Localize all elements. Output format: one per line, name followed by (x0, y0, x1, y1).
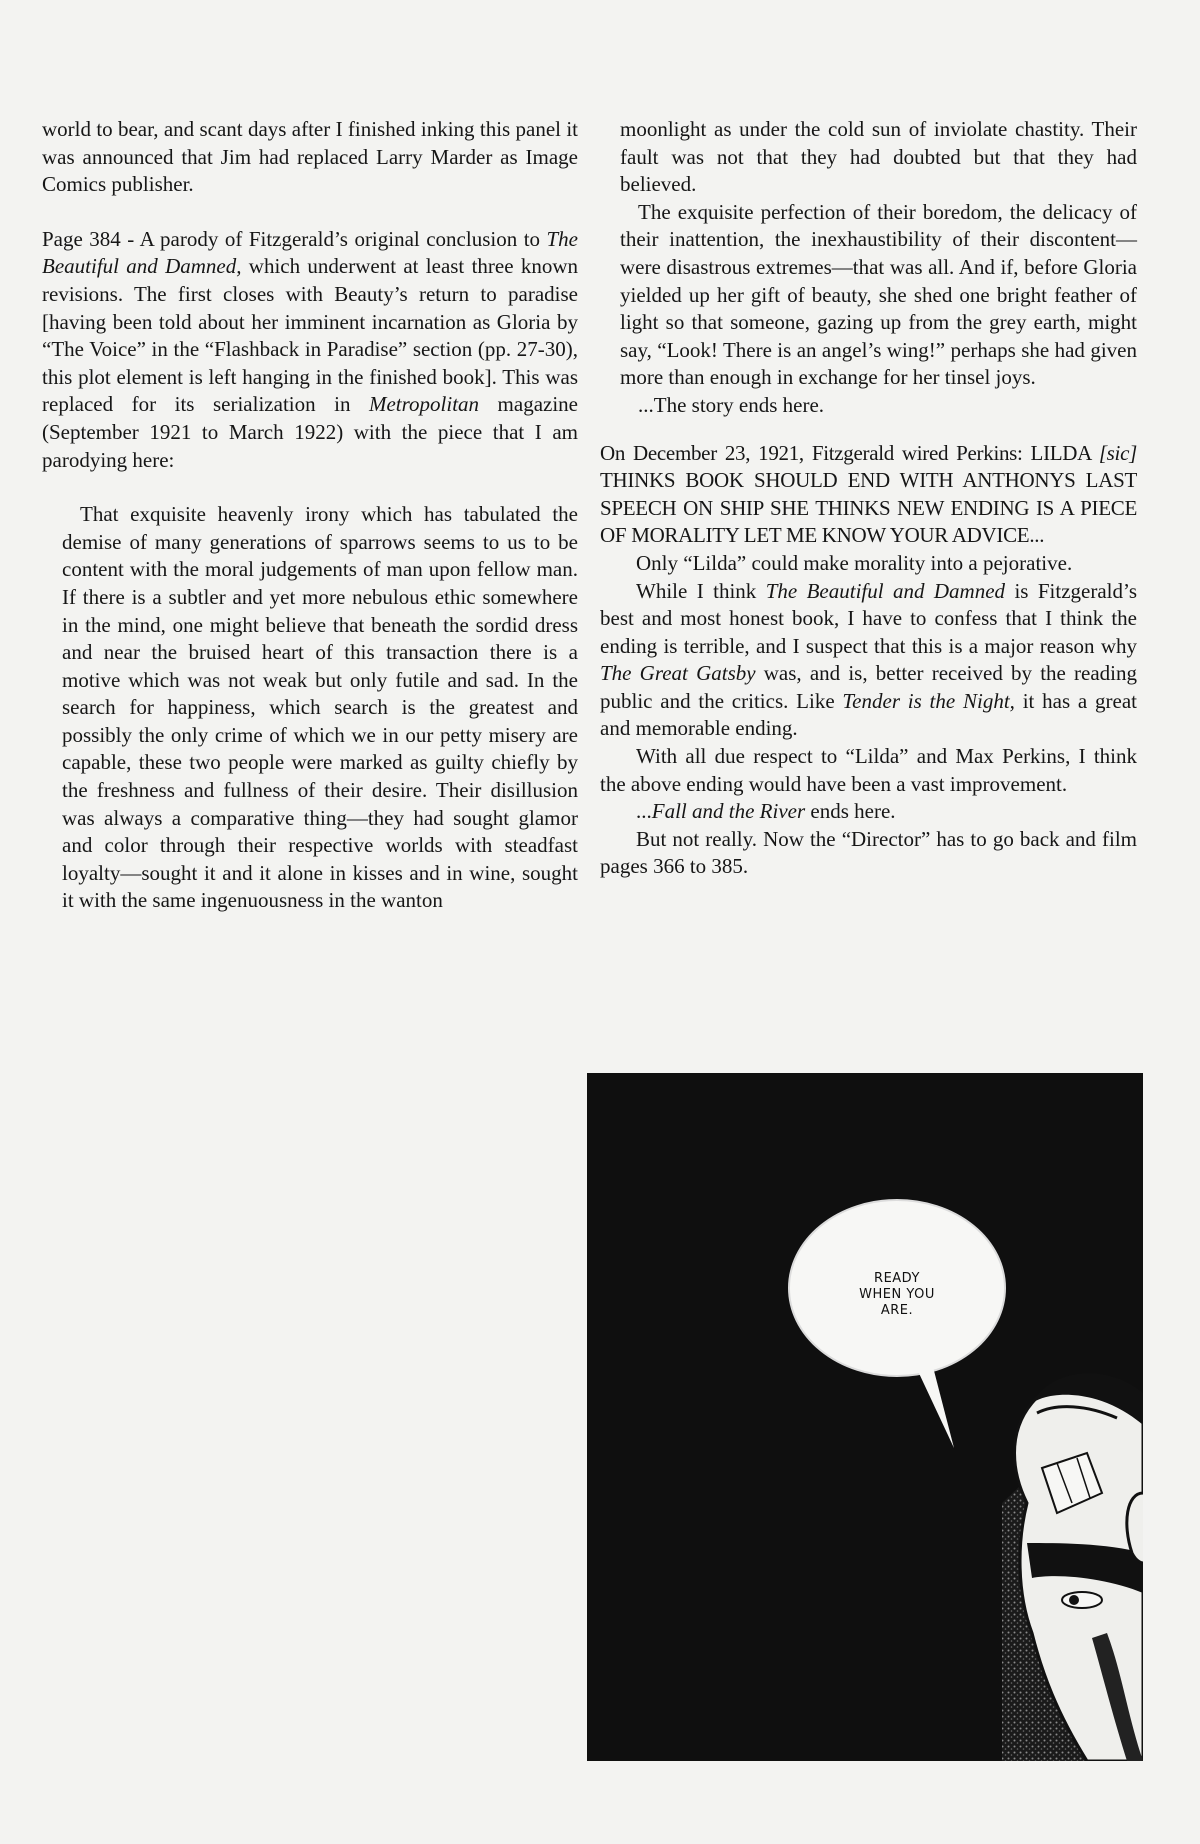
character-eye (1062, 1592, 1102, 1608)
book-title: Fall and the River (651, 799, 806, 824)
quote-continuation: moonlight as under the cold sun of inviolate chastity. Their fault was not that they had doubted but that they had believed. (620, 117, 1137, 197)
book-title: The Great Gatsby (600, 661, 756, 686)
paragraph-director: But not really. Now the “Director” has to go back and film pages 366 to 385. (600, 826, 1137, 879)
text-run: magazine (September 1921 to March 1922) with the piece that I am parodying here: (42, 392, 578, 472)
text-run: which underwent at least three known revisions. The first closes with Beauty’s return to paradise [having been told about her imminent incarnation as Gloria by “The Voice” in the “Flashback in Paradise” section (pp. 27-30), this plot element is left hanging in the finished book]. This was replaced for its serialization in (42, 254, 578, 417)
right-column (600, 116, 1137, 881)
balloon-tail (917, 1363, 954, 1448)
paragraph-lilda: Only “Lilda” could make morality into a pejorative. (636, 550, 1073, 575)
comic-panel (587, 1073, 1143, 1761)
balloon-line: ARE. (880, 1303, 914, 1318)
balloon-line: READY (874, 1271, 920, 1286)
sic-note: [sic] (1098, 440, 1137, 465)
text-run: ends here. (805, 799, 896, 824)
paragraph-telegram (600, 440, 1137, 550)
panel-artwork (587, 1073, 1143, 1761)
text-run: is Fitzgerald’s best and most honest book, I have to confess that I think the ending is terrible, and I suspect that this is a major reason why (600, 578, 1138, 658)
eye-pupil (1069, 1595, 1079, 1605)
paragraph-opinion (600, 578, 1137, 744)
text-run: ... (636, 799, 652, 824)
magazine-title: Metropolitan (368, 392, 480, 417)
quote-paragraph: The exquisite perfection of their boredom, the delicacy of their inattention, the inexhaustibility of their discontent—were disastrous extremes—that was all. And if, before Gloria yielded up her gift of beauty, she shed one bright feather of light so that someone, gazing up from the grey earth, might say, “Look! There is an angel’s wing!” perhaps she had given more than enough in exchange for her tinsel joys. (620, 199, 1137, 390)
book-title: The Beautiful and Damned, (42, 226, 578, 279)
balloon-text (842, 1271, 952, 1319)
book-title: The Beautiful and Damned (765, 578, 1006, 603)
paragraph-jim-lee: world to bear, and scant days after I finished inking this panel it was announced that Jim had replaced Larry Marder as Image Comics publisher. (42, 117, 578, 197)
text-run: While I think (636, 578, 766, 603)
text-run: was, and is, better received by the reading public and the critics. Like (600, 661, 1137, 713)
text-run: THINKS BOOK SHOULD END WITH ANTHONYS LAST SPEECH ON SHIP SHE THINKS NEW ENDING IS A PIECE OF MORALITY LET ME KNOW YOUR ADVICE... (600, 468, 1137, 548)
text-run: it has a great and memorable ending. (600, 688, 1137, 741)
paragraph-ends-here (600, 798, 1137, 826)
block-quote: That exquisite heavenly irony which has tabulated the demise of many generations of sparrows seems to us to be content with the moral judgements of man upon fellow man. If there is a subtler and yet more nebulous ethic somewhere in the mind, one might believe that beneath the sordid dress and near the bruised heart of this transaction there is a motive which was not weak but only futile and sad. In the search for happiness, which search is the greatest and possibly the only crime of which we in our petty misery are capable, these two people were marked as guilty chiefly by the freshness and fullness of their desire. Their disillusion was always a comparative thing—they had sought glamor and color through their respective worlds with steadfast loyalty—sought it and it alone in kisses and in wine, sought it with the same ingenuousness in the wanton (62, 502, 578, 913)
paragraph-page-384 (42, 226, 578, 474)
left-column (42, 116, 578, 915)
book-title: Tender is the Night, (842, 688, 1015, 713)
balloon-line: WHEN YOU (859, 1287, 935, 1302)
text-run: On December 23, 1921, Fitzgerald wired Perkins: LILDA (600, 440, 1099, 465)
quote-ending: ...The story ends here. (638, 392, 825, 417)
paragraph-respect: With all due respect to “Lilda” and Max Perkins, I think the above ending would have been a vast improvement. (600, 744, 1137, 796)
text-run: Page 384 - A parody of Fitzgerald’s original conclusion to (42, 226, 547, 251)
